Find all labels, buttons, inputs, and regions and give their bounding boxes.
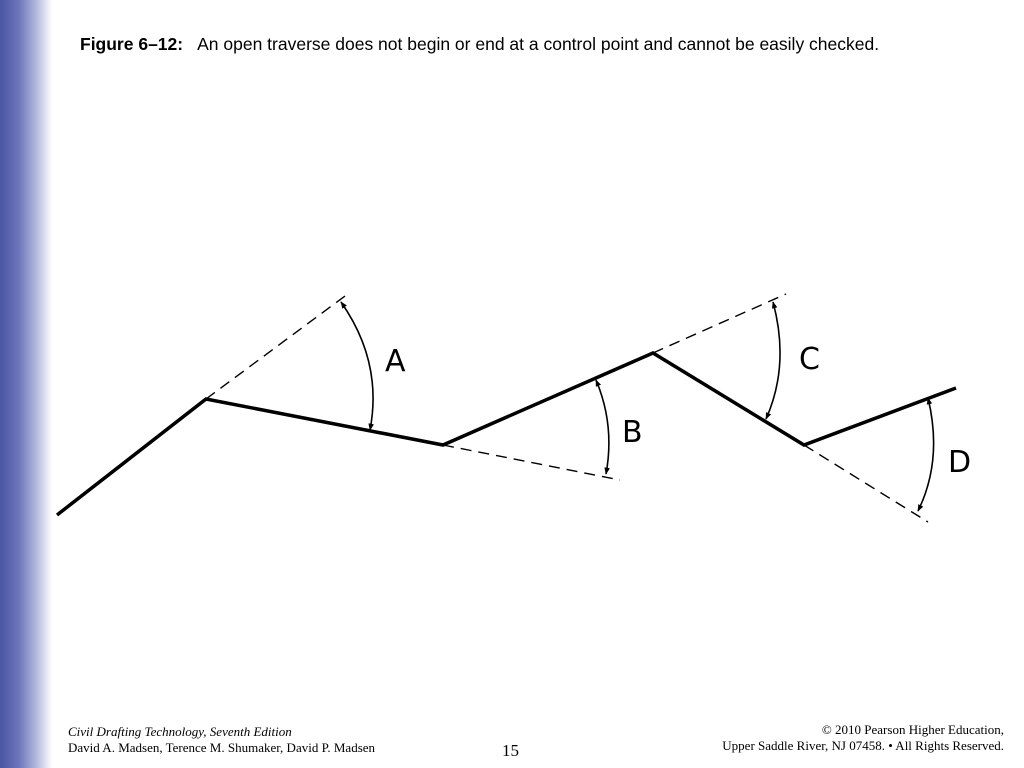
angle-label-c: C	[799, 342, 820, 377]
traverse-line	[57, 353, 956, 515]
extension-line-d	[804, 445, 928, 522]
figure-label: Figure 6–12:	[80, 34, 184, 54]
footer-book-info	[68, 724, 375, 756]
book-title: Civil Drafting Technology, Seventh Edition	[68, 724, 292, 739]
copyright-line-1: © 2010 Pearson Higher Education,	[821, 722, 1004, 737]
copyright-line-2: Upper Saddle River, NJ 07458. • All Rights Reserved.	[722, 738, 1004, 753]
footer-copyright	[722, 722, 1004, 754]
page-number: 15	[502, 741, 519, 760]
angle-label-a: A	[385, 344, 406, 379]
book-authors: David A. Madsen, Terence M. Shumaker, David P. Madsen	[68, 740, 376, 755]
figure-caption: An open traverse does not begin or end at a control point and cannot be easily checked.	[197, 34, 880, 54]
angle-arc-a	[341, 302, 373, 430]
angle-label-b: B	[622, 415, 643, 450]
extension-line-a	[206, 296, 345, 399]
extension-line-b	[443, 445, 620, 480]
angle-arc-b	[596, 380, 609, 474]
angle-arc-c	[766, 302, 780, 419]
extension-line-c	[653, 294, 786, 353]
angle-label-d: D	[948, 445, 972, 480]
angle-arc-d	[918, 398, 934, 511]
